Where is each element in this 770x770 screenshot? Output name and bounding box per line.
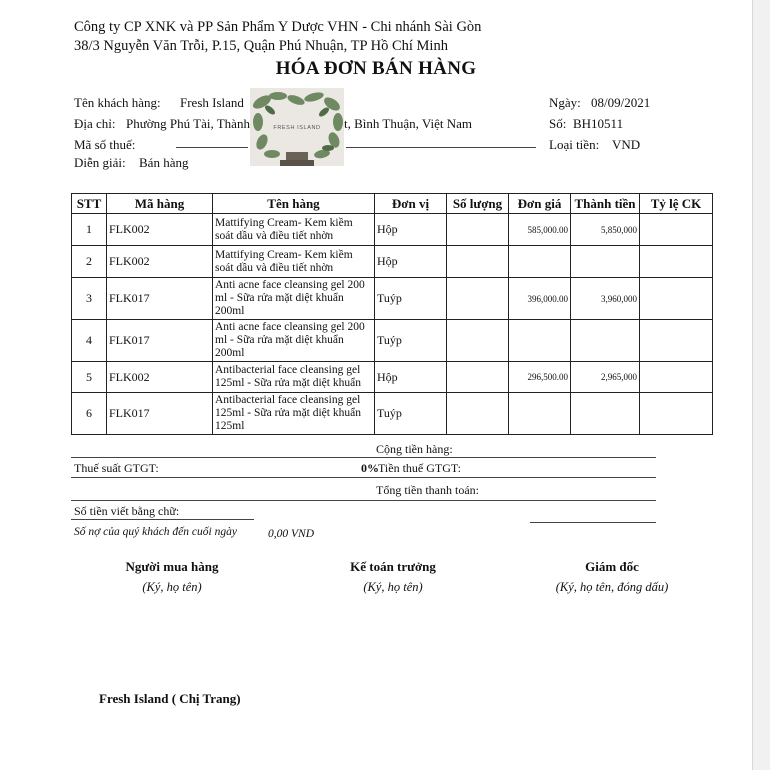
row-unit: Tuýp <box>375 393 447 435</box>
row-price: 296,500.00 <box>509 362 571 393</box>
row-stt: 2 <box>72 246 107 278</box>
tax-code-line-2 <box>346 147 536 148</box>
director-title: Giám đốc <box>585 559 639 574</box>
table-row <box>72 362 713 393</box>
debt-label: Số nợ của quý khách đến cuối ngày <box>74 526 237 538</box>
row-code: FLK017 <box>107 320 213 362</box>
totals-line-1 <box>71 457 656 458</box>
row-price: 585,000.00 <box>509 214 571 246</box>
address-part2: t, Bình Thuận, Việt Nam <box>344 116 473 131</box>
row-stt: 5 <box>72 362 107 393</box>
row-code: FLK002 <box>107 246 213 278</box>
company-name: Công ty CP XNK và PP Sản Phẩm Y Dược VHN - Chi nhánh Sài Gòn <box>74 19 482 35</box>
accountant-note: (Ký, họ tên) <box>363 580 423 594</box>
row-amount: 3,960,000 <box>571 278 640 320</box>
vat-amount-label: Tiền thuế GTGT: <box>378 461 461 475</box>
address-label: Địa chỉ: <box>74 116 116 131</box>
row-stt: 6 <box>72 393 107 435</box>
words-line-2 <box>530 522 656 523</box>
row-price: 396,000.00 <box>509 278 571 320</box>
row-name: Anti acne face cleansing gel 200 ml - Sữa rửa mặt diệt khuẩn 200ml <box>213 320 375 362</box>
tax-code-line-1 <box>176 147 248 148</box>
row-amount <box>571 393 640 435</box>
currency-value: VND <box>612 137 641 152</box>
accountant-title: Kế toán trưởng <box>350 559 436 574</box>
customer-name-label: Tên khách hàng: <box>74 95 161 110</box>
row-unit: Hộp <box>375 246 447 278</box>
row-discount <box>640 214 713 246</box>
row-unit: Tuýp <box>375 278 447 320</box>
row-stt: 1 <box>72 214 107 246</box>
table-row <box>72 393 713 435</box>
col-qty: Số lượng <box>447 194 509 214</box>
row-code: FLK002 <box>107 214 213 246</box>
table-row <box>72 214 713 246</box>
row-stt: 4 <box>72 320 107 362</box>
col-amount: Thành tiền <box>571 194 640 214</box>
row-amount: 5,850,000 <box>571 214 640 246</box>
row-qty <box>447 246 509 278</box>
row-name: Antibacterial face cleansing gel 125ml - Sữa rửa mặt diệt khuẩn <box>213 362 375 393</box>
row-unit: Hộp <box>375 214 447 246</box>
col-code: Mã hàng <box>107 194 213 214</box>
description-value: Bán hàng <box>139 155 189 170</box>
row-discount <box>640 362 713 393</box>
buyer-title: Người mua hàng <box>125 559 219 574</box>
table-row <box>72 320 713 362</box>
col-unit: Đơn vị <box>375 194 447 214</box>
director-note: (Ký, họ tên, đóng dấu) <box>555 580 669 594</box>
row-code: FLK017 <box>107 278 213 320</box>
table-header-row <box>72 194 713 214</box>
row-discount <box>640 278 713 320</box>
tax-code-label: Mã số thuế: <box>74 137 136 152</box>
row-code: FLK017 <box>107 393 213 435</box>
amount-in-words-label: Số tiền viết bằng chữ: <box>74 504 180 518</box>
vat-rate-value: 0% <box>361 461 379 475</box>
col-stt: STT <box>72 194 107 214</box>
table-row <box>72 246 713 278</box>
row-qty <box>447 393 509 435</box>
debt-value: 0,00 VND <box>268 528 314 540</box>
col-discount: Tỷ lệ CK <box>640 194 713 214</box>
row-discount <box>640 393 713 435</box>
row-name: Antibacterial face cleansing gel 125ml - Sữa rửa mặt diệt khuẩn 125ml <box>213 393 375 435</box>
words-line-1 <box>71 519 254 520</box>
row-qty <box>447 362 509 393</box>
row-discount <box>640 320 713 362</box>
row-price <box>509 246 571 278</box>
items-table <box>71 193 713 435</box>
row-amount <box>571 320 640 362</box>
invoice-title: HÓA ĐƠN BÁN HÀNG <box>275 58 477 79</box>
row-qty <box>447 278 509 320</box>
row-qty <box>447 214 509 246</box>
col-name: Tên hàng <box>213 194 375 214</box>
row-amount: 2,965,000 <box>571 362 640 393</box>
row-discount <box>640 246 713 278</box>
fresh-island-logo <box>250 88 344 166</box>
address-part1: Phường Phú Tài, Thành <box>126 116 250 131</box>
date-value: 08/09/2021 <box>591 95 651 110</box>
number-value: BH10511 <box>573 116 624 131</box>
company-address: 38/3 Nguyễn Văn Trỗi, P.15, Quận Phú Nhuận, TP Hồ Chí Minh <box>74 38 448 54</box>
description-label: Diễn giải: <box>74 155 126 170</box>
buyer-note: (Ký, họ tên) <box>142 580 202 594</box>
row-qty <box>447 320 509 362</box>
row-amount <box>571 246 640 278</box>
row-unit: Tuýp <box>375 320 447 362</box>
page-edge <box>752 0 753 770</box>
row-unit: Hộp <box>375 362 447 393</box>
svg-text:FRESH ISLAND: FRESH ISLAND <box>273 125 321 131</box>
grand-total-label: Tổng tiền thanh toán: <box>376 483 479 497</box>
row-stt: 3 <box>72 278 107 320</box>
subtotal-label: Cộng tiền hàng: <box>376 442 453 456</box>
totals-line-2 <box>71 477 656 478</box>
buyer-signed-name: Fresh Island ( Chị Trang) <box>99 691 241 706</box>
currency-label: Loại tiền: <box>549 137 600 152</box>
row-name: Mattifying Cream- Kem kiềm soát dầu và điều tiết nhờn <box>213 214 375 246</box>
number-label: Số: <box>549 116 567 131</box>
col-price: Đơn giá <box>509 194 571 214</box>
date-label: Ngày: <box>549 95 581 110</box>
vat-rate-label: Thuế suất GTGT: <box>74 461 159 475</box>
row-price <box>509 320 571 362</box>
table-row <box>72 278 713 320</box>
totals-line-3 <box>71 500 656 501</box>
row-name: Mattifying Cream- Kem kiềm soát dầu và điều tiết nhờn <box>213 246 375 278</box>
customer-name: Fresh Island <box>180 95 244 110</box>
row-price <box>509 393 571 435</box>
row-code: FLK002 <box>107 362 213 393</box>
row-name: Anti acne face cleansing gel 200 ml - Sữa rửa mặt diệt khuẩn 200ml <box>213 278 375 320</box>
